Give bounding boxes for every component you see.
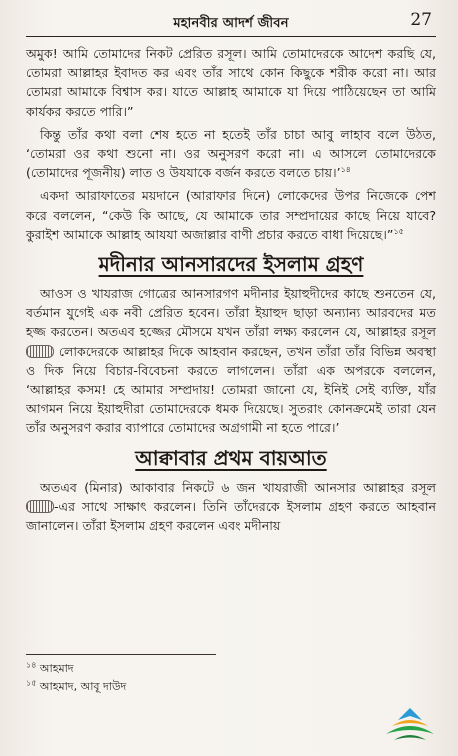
salawat-calligraphy-icon	[26, 500, 54, 513]
footnotes	[26, 660, 126, 696]
footnote-ref-14: ১৪	[340, 165, 351, 175]
section-heading-aqaba: আক্বাবার প্রথম বায়আত	[135, 445, 327, 470]
page-number: 27	[410, 10, 432, 30]
publisher-logo-icon	[380, 704, 440, 744]
page-header	[26, 8, 436, 37]
salawat-calligraphy-icon	[26, 345, 54, 358]
paragraph-ansar: আওস ও খাযরাজ গোত্রের আনসারগণ মদীনার ইয়াহুদীদের কাছে শুনতেন যে, বর্তমান যুগেই এক নবী প্রেরিত হবেন। তাঁরা ইয়াহুদ ছাড়া অন্যান্য আরবদের মত হজ্জ করতেন। অতএব হজ্জের মৌসমে যখন তাঁরা লক্ষ্য করলেন যে, আল্লাহর রসূল লোকদেরকে আল্লাহর দিকে আহবান করছেন, তখন তাঁরা তাঁর বিভিন্ন অবস্থা ও দিক নিয়ে বিচার-বিবেচনা করতে লাগলেন। তাঁরা এক অপরকে বললেন, ‘আল্লাহর কসম! হে আমার সম্প্রদায়! তোমরা জানো যে, ইনিই সেই ব্যক্তি, যাঁর আগমন নিয়ে ইয়াহুদীরা তোমাদেরকে ধমক দিয়েছে। সুতরাং কোনক্রমেই তারা যেন তাঁর অনুসরণ করার ব্যাপারে তোমাদের অগ্রগামী না হতে পারে।’	[26, 286, 436, 436]
paragraph-1: অমুক! আমি তোমাদের নিকট প্রেরিত রসূল। আমি তোমাদেরকে আদেশ করছি যে, তোমরা আল্লাহর ইবাদত কর এবং তাঁর সাথে কোন কিছুকে শরীক করো না। আর তোমরা আমাকে বিশ্বাস কর। যাতে আল্লাহ আমাকে যা দিয়ে পাঠিয়েছেন তা আমি কার্যকর করতে পারি।”	[26, 46, 436, 119]
footnote-divider	[26, 654, 216, 655]
footnote-15: $^{১৫}$ আহমাদ, আবূ দাউদ	[26, 678, 127, 693]
paragraph-3: একদা আরাফাতের ময়দানে (আরাফার দিনে) লোকেদের উপর নিজেকে পেশ করে বললেন, “কেউ কি আছে, যে আমাকে তার সম্প্রদায়ের কাছে নিয়ে যাবে? কুরাইশ আমাকে আল্লাহ আযযা অজাল্লার বাণী প্রচার করতে বাধা দিয়েছে।”$^{১৫}$	[26, 188, 436, 242]
running-title: মহানবীর আদর্শ জীবন	[173, 16, 289, 31]
footnote-ref-15: ১৫	[393, 226, 404, 236]
page-body	[26, 44, 436, 539]
footnote-14: $^{১৪}$ আহমাদ	[26, 660, 74, 675]
paragraph-aqaba: অতএব (মিনার) আকাবার নিকটে ৬ জন খাযরাজী আনসার আল্লাহর রসূল -এর সাথে সাক্ষাৎ করলেন। তিনি তাঁদেরকে ইসলাম গ্রহণ করতে আহবান জানালেন। তাঁরা ইসলাম গ্রহণ করলেন এবং মদীনায়	[26, 479, 436, 534]
section-heading-ansar: মদীনার আনসারদের ইসলাম গ্রহণ	[98, 252, 364, 277]
paragraph-2: কিন্তু তাঁর কথা বলা শেষ হতে না হতেই তাঁর চাচা আবু লাহাব বলে উঠত, ‘তোমরা ওর কথা শুনো না। ওর অনুসরণ করো না। এ আসলে তোমাদেরকে (তোমাদের পূজনীয়) লাত ও উযযাকে বর্জন করতে বলতে চায়।’$^{১৪}$	[26, 126, 436, 181]
